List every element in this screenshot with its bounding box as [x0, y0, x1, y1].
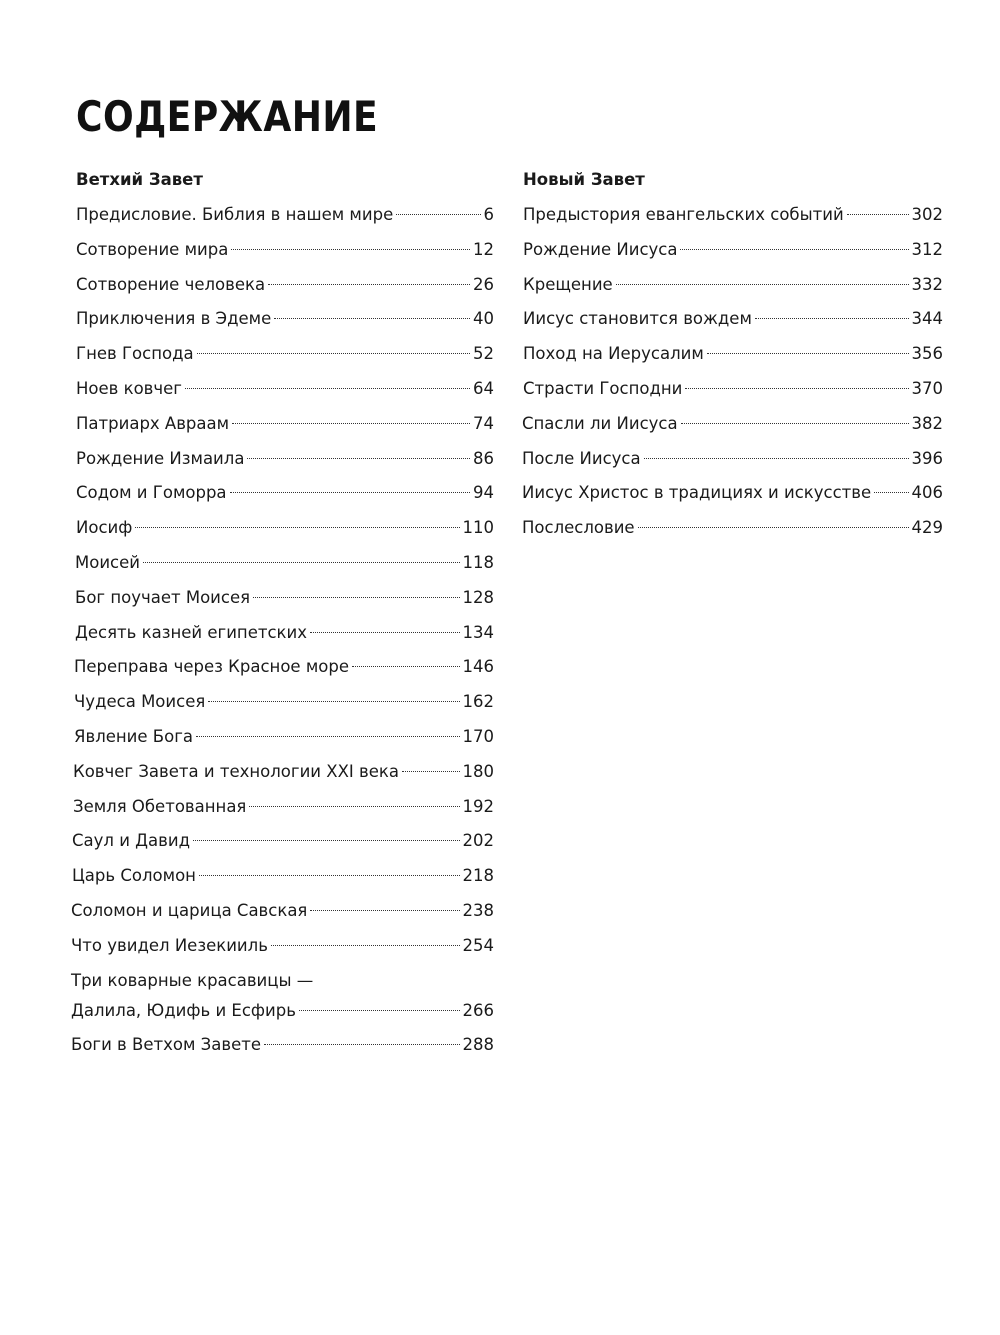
toc-entry-title: Явление Бога [74, 726, 193, 746]
toc-page-number: 429 [911, 518, 943, 538]
toc-entry-title: Иисус Христос в традициях и искусстве [522, 483, 872, 503]
dot-leader [707, 353, 909, 354]
toc-page-number: 12 [473, 239, 494, 259]
toc-page-number: 52 [473, 344, 494, 364]
toc-entry-title: Страсти Господни [523, 378, 683, 398]
toc-entry-title: Переправа через Красное море [74, 657, 349, 677]
toc-entry[interactable] [70, 515, 494, 541]
toc-page-number: 170 [462, 726, 494, 746]
dot-leader [847, 214, 909, 215]
dot-leader [310, 632, 460, 633]
dot-leader [644, 458, 909, 459]
toc-entry-title: Предисловие. Библия в нашем мире [76, 205, 394, 224]
toc-entry[interactable] [70, 550, 494, 576]
toc-entry-title: Ковчег Завета и технологии XXI века [73, 761, 399, 781]
toc-entry-title: Патриарх Авраам [76, 413, 230, 433]
toc-entry[interactable] [521, 480, 943, 506]
toc-page-number: 128 [462, 587, 494, 607]
toc-entry[interactable] [70, 724, 494, 750]
toc-entry[interactable] [70, 794, 494, 820]
toc-page-number: 344 [911, 309, 943, 329]
dot-leader [310, 910, 459, 911]
toc-page-number: 356 [911, 344, 943, 364]
dot-leader [638, 527, 909, 528]
toc-page-number: 406 [911, 483, 943, 503]
toc-page-number: 396 [911, 448, 943, 468]
toc-entry-title: Содом и Гоморра [76, 483, 227, 503]
toc-entry-title: Саул и Давид [72, 831, 191, 851]
toc-entry[interactable] [521, 202, 943, 228]
toc-entry-title: Послесловие [522, 518, 635, 538]
toc-page-number: 64 [473, 378, 494, 398]
dot-leader [247, 458, 470, 459]
old-testament-column [70, 167, 494, 1067]
toc-entry[interactable] [521, 411, 943, 437]
toc-entry-title: Иисус становится вождем [523, 309, 752, 329]
toc-entry[interactable] [521, 306, 943, 332]
dot-leader [199, 875, 460, 876]
toc-page-number: 110 [462, 518, 494, 538]
toc-page-number: 312 [911, 239, 943, 259]
dot-leader [681, 423, 909, 424]
toc-entry[interactable] [70, 933, 494, 959]
dot-leader [143, 562, 459, 563]
toc-entry-title: Гнев Господа [76, 344, 194, 364]
new-testament-column [521, 167, 943, 550]
toc-entry[interactable] [70, 759, 494, 785]
toc-entry-title: Сотворение человека [76, 274, 266, 294]
toc-page-number: 134 [462, 622, 494, 642]
toc-page-number: 180 [462, 761, 494, 781]
toc-entry[interactable] [70, 272, 494, 298]
toc-entry-title: После Иисуса [522, 448, 641, 468]
toc-entry-title: Приключения в Эдеме [76, 309, 272, 329]
toc-entry[interactable] [521, 272, 943, 298]
toc-page-number: 146 [462, 657, 494, 677]
toc-page-number: 74 [473, 413, 494, 433]
toc-entry[interactable] [70, 341, 494, 367]
page-title: СОДЕРЖАНИЕ [76, 92, 379, 141]
dot-leader [197, 353, 470, 354]
toc-entry-title: Что увидел Иезекииль [71, 935, 268, 955]
toc-page-number: 254 [462, 935, 494, 955]
dot-leader [253, 597, 459, 598]
toc-entry[interactable] [70, 446, 494, 472]
section-heading-new-testament: Новый Завет [523, 170, 645, 189]
toc-entry[interactable] [70, 411, 494, 437]
toc-entry[interactable] [521, 515, 943, 541]
dot-leader [208, 701, 459, 702]
dot-leader [299, 1010, 460, 1011]
dot-leader [396, 214, 480, 215]
toc-entry[interactable] [521, 446, 943, 472]
toc-page-number: 86 [473, 448, 494, 468]
toc-entry[interactable] [70, 968, 494, 1024]
toc-page-number: 382 [911, 413, 943, 433]
dot-leader [193, 840, 459, 841]
toc-entry[interactable] [70, 620, 494, 646]
toc-entry-title: Десять казней египетских [75, 622, 307, 642]
toc-page-number: 370 [911, 378, 943, 398]
dot-leader [264, 1044, 460, 1045]
toc-entry-title: Крещение [523, 274, 613, 294]
dot-leader [249, 806, 459, 807]
dot-leader [135, 527, 459, 528]
dot-leader [196, 736, 460, 737]
toc-entry-title: Ноев ковчег [76, 378, 182, 398]
section-heading-old-testament: Ветхий Завет [76, 170, 203, 189]
toc-entry[interactable] [70, 202, 494, 228]
toc-entry-title: Рождение Измаила [76, 448, 245, 468]
toc-entry-title: Предыстория евангельских событий [523, 205, 844, 224]
toc-entry-title: Сотворение мира [76, 239, 229, 259]
dot-leader [616, 284, 909, 285]
toc-page-number: 332 [911, 274, 943, 294]
toc-entry-title: Иосиф [76, 518, 133, 538]
toc-entry[interactable] [521, 376, 943, 402]
toc-page-number: 26 [473, 274, 494, 294]
toc-page-number: 40 [473, 309, 494, 329]
dot-leader [755, 318, 909, 319]
toc-entry-title: Земля Обетованная [73, 796, 247, 816]
toc-entry[interactable] [70, 863, 494, 889]
dot-leader [274, 318, 470, 319]
toc-page-number: 302 [911, 205, 943, 224]
dot-leader [185, 388, 470, 389]
dot-leader [231, 249, 470, 250]
dot-leader [232, 423, 470, 424]
toc-page-number: 218 [462, 866, 494, 886]
toc-entry[interactable] [521, 237, 943, 263]
toc-entry[interactable] [70, 828, 494, 854]
dot-leader [268, 284, 470, 285]
toc-page-number: 238 [462, 900, 494, 920]
toc-entry-title: Бог поучает Моисея [75, 587, 251, 607]
toc-page-number: 266 [462, 1000, 494, 1020]
toc-entry[interactable] [70, 237, 494, 263]
toc-entry[interactable] [70, 1032, 494, 1058]
toc-entry-title: Царь Соломон [72, 866, 196, 886]
toc-entry-title: Рождение Иисуса [523, 239, 678, 259]
toc-entry[interactable] [70, 306, 494, 332]
toc-entry[interactable] [70, 376, 494, 402]
toc-entry-title: Чудеса Моисея [74, 692, 206, 712]
toc-page-number: 202 [462, 831, 494, 851]
toc-entry-title: Соломон и царица Савская [71, 900, 308, 920]
toc-page-number: 162 [462, 692, 494, 712]
dot-leader [230, 492, 470, 493]
dot-leader [685, 388, 908, 389]
toc-entry[interactable] [70, 689, 494, 715]
dot-leader [680, 249, 908, 250]
toc-page-number: 192 [462, 796, 494, 816]
toc-entry-title: Моисей [75, 552, 141, 572]
toc-entry-title: Спасли ли Иисуса [522, 413, 678, 433]
dot-leader [874, 492, 908, 493]
toc-entry[interactable] [70, 585, 494, 611]
toc-entry-title: Боги в Ветхом Завете [71, 1035, 261, 1055]
toc-entry-title: Поход на Иерусалим [523, 344, 704, 364]
toc-page-number: 6 [483, 205, 494, 224]
toc-page-number: 94 [473, 483, 494, 503]
toc-page-number: 118 [462, 552, 494, 572]
toc-entry-title-line2: Далила, Юдифь и Есфирь [71, 1000, 296, 1020]
toc-entry[interactable] [70, 898, 494, 924]
toc-entry[interactable] [70, 654, 494, 680]
toc-entry-title-line1: Три коварные красавицы — [71, 970, 314, 990]
dot-leader [402, 771, 460, 772]
dot-leader [271, 945, 460, 946]
toc-page-number: 288 [462, 1035, 494, 1055]
toc-entry[interactable] [70, 480, 494, 506]
toc-entry[interactable] [521, 341, 943, 367]
dot-leader [352, 666, 460, 667]
